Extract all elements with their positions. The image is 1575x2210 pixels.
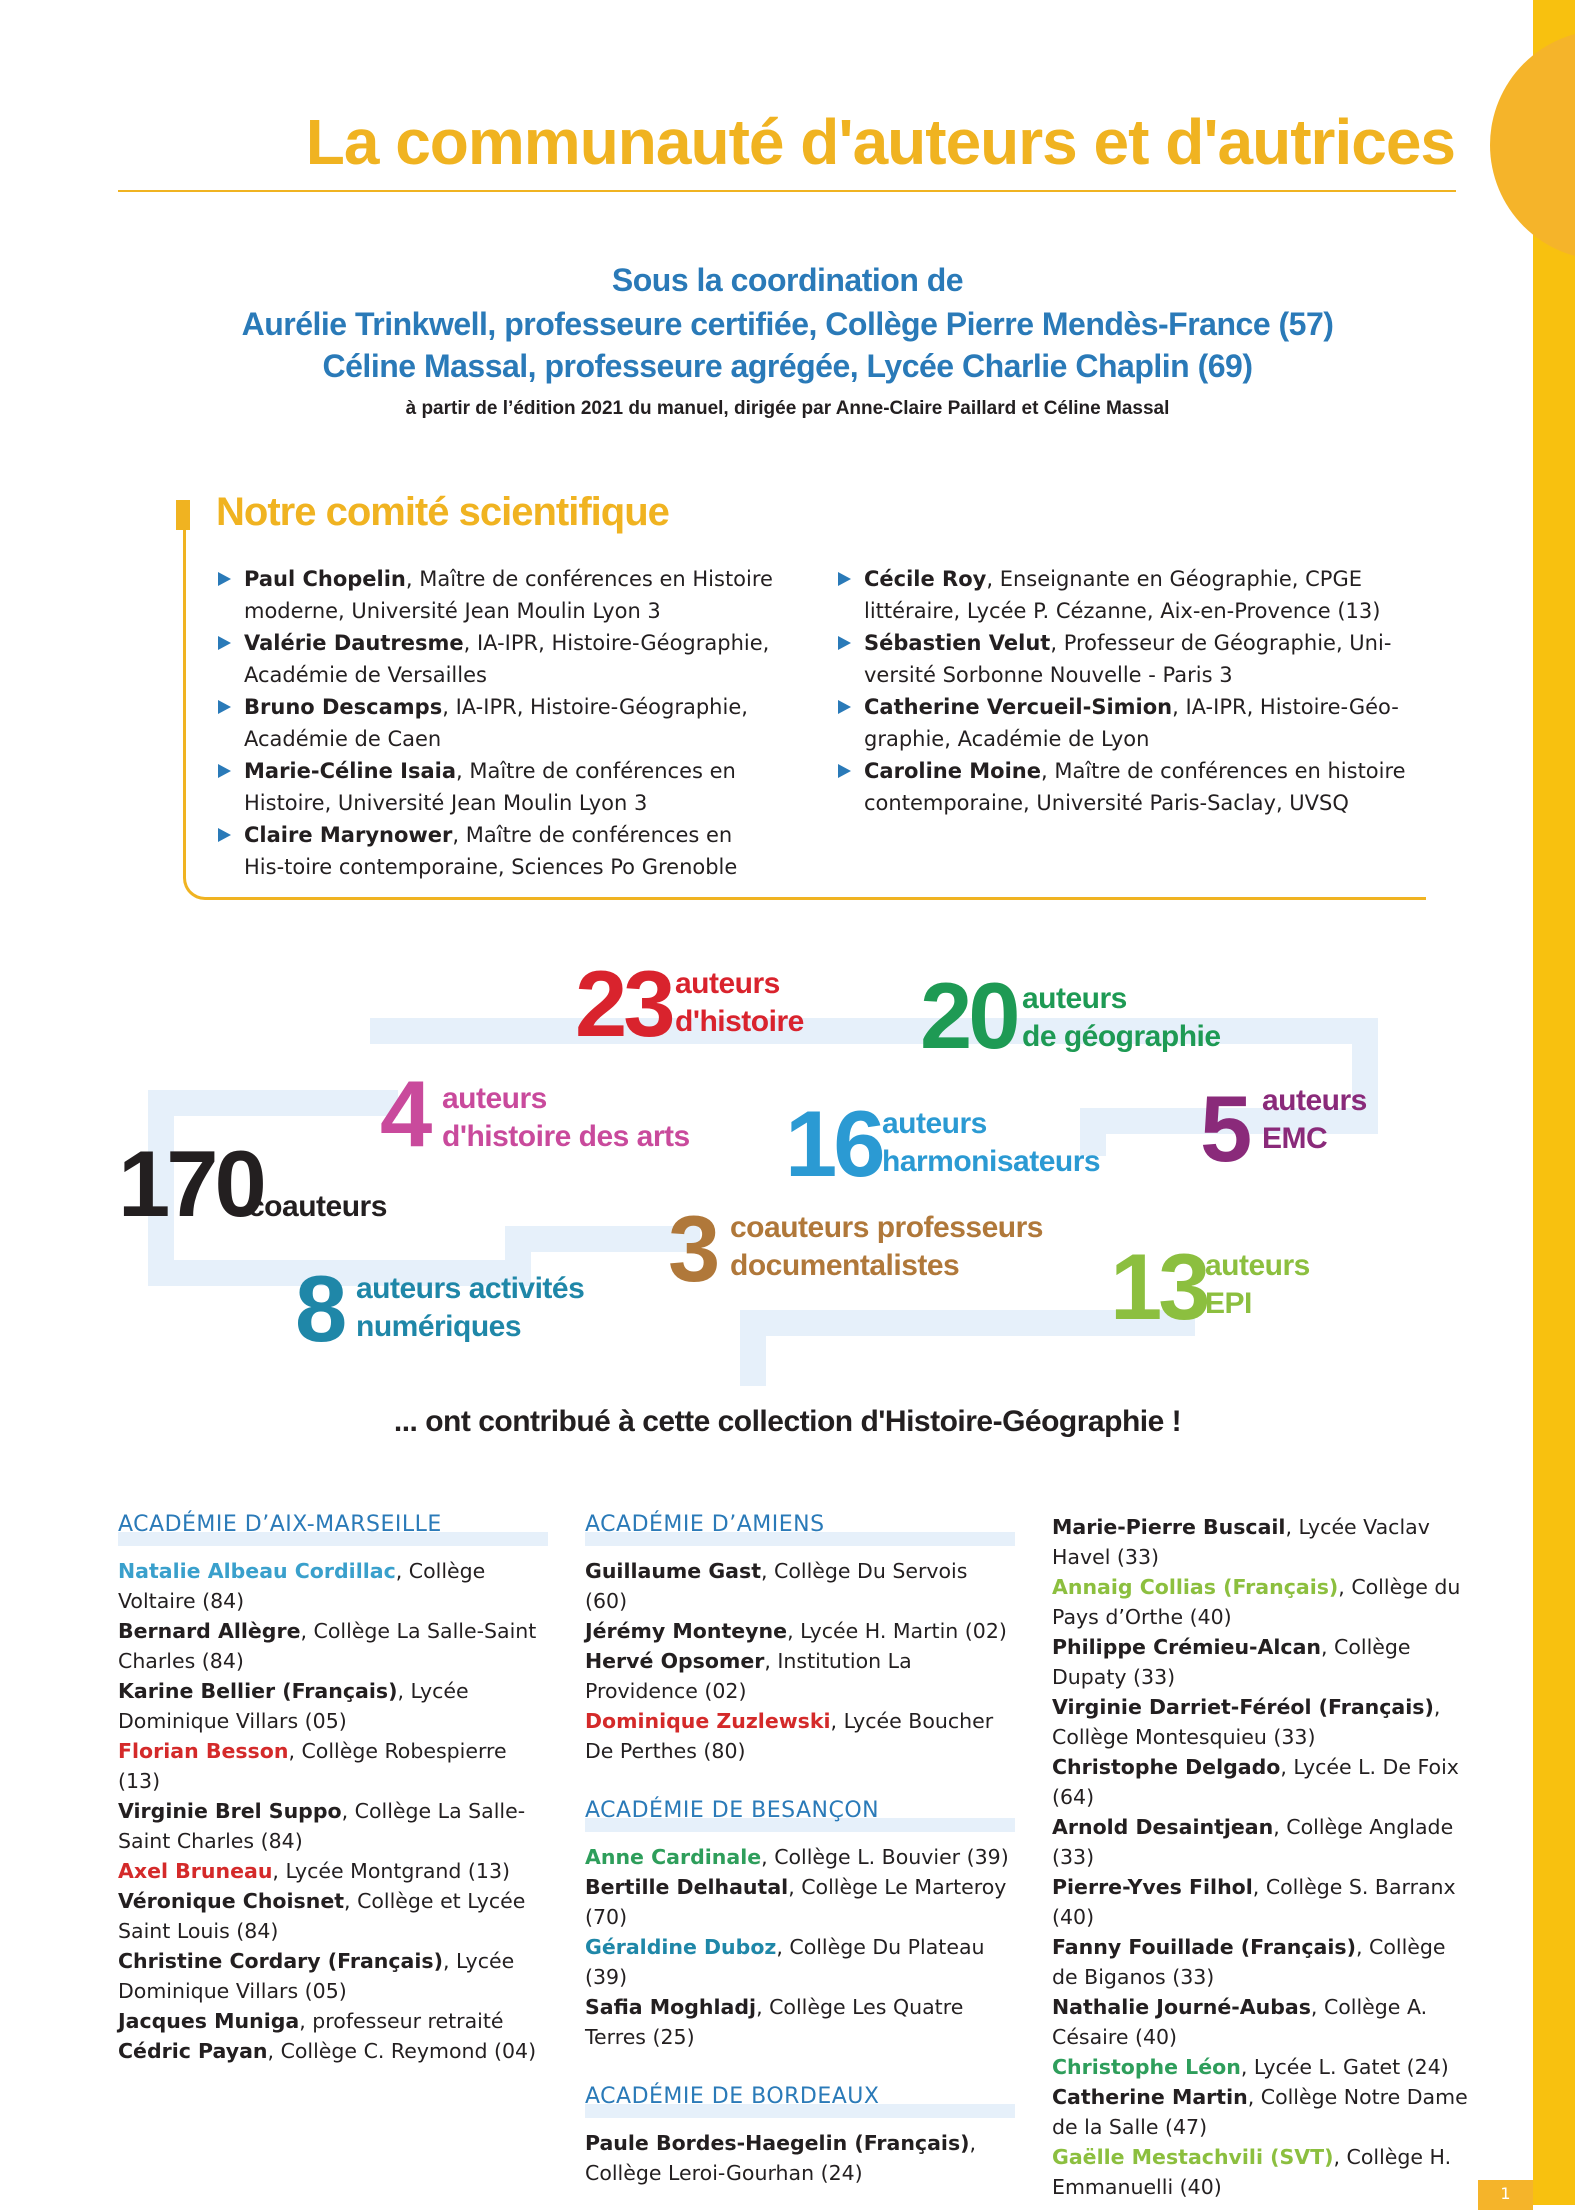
contributor-entry: Arnold Desaintjean, Collège Anglade (33) — [1052, 1815, 1454, 1869]
contributor-entry: Virginie Darriet-Féréol (Français), Collège Montesquieu (33) — [1052, 1695, 1441, 1749]
path-band — [370, 1018, 1378, 1044]
coordination-intro: Sous la coordination de — [611, 262, 964, 298]
academy-heading: ACADÉMIE DE BORDEAUX — [585, 2082, 1015, 2114]
path-band — [148, 1090, 398, 1116]
contributor-entry: Virginie Brel Suppo, Collège La Salle-Saint Charles (84) — [118, 1799, 526, 1853]
contributor-entry: Natalie Albeau Cordillac, Collège Voltaire (84) — [118, 1559, 486, 1613]
committee-title: Notre comité scientifique — [216, 490, 669, 534]
contributor-entry: Fanny Fouillade (Français), Collège de Biganos (33) — [1052, 1935, 1446, 1989]
committee-member: Catherine Vercueil-Simion, IA-IPR, Histoire-Géo-graphie, Académie de Lyon — [838, 691, 1408, 755]
stat-total-label: coauteurs — [248, 1190, 387, 1223]
academy-heading: ACADÉMIE DE BESANÇON — [585, 1796, 1015, 1828]
edition-note: à partir de l’édition 2021 du manuel, dirigée par Anne-Claire Paillard et Céline Massal — [405, 398, 1170, 419]
contributor-entry: Safia Moghladj, Collège Les Quatre Terres (25) — [585, 1995, 964, 2049]
contributor-entry: Géraldine Duboz, Collège Du Plateau (39) — [585, 1935, 985, 1989]
contributor-entry: Véronique Choisnet, Collège et Lycée Saint Louis (84) — [118, 1889, 526, 1943]
committee-member: Bruno Descamps, IA-IPR, Histoire-Géographie, Académie de Caen — [218, 691, 778, 755]
corner-circle — [1490, 30, 1575, 260]
stat-histoire-value: 23 — [575, 951, 672, 1056]
contributor-entry: Christine Cordary (Français), Lycée Dominique Villars (05) — [118, 1949, 515, 2003]
committee-member: Cécile Roy, Enseignante en Géographie, CPGE littéraire, Lycée P. Cézanne, Aix-en-Provence (13) — [838, 563, 1408, 627]
committee-member: Valérie Dautresme, IA-IPR, Histoire-Géographie, Académie de Versailles — [218, 627, 778, 691]
stat-histoire-label: auteurs d'histoire — [675, 967, 804, 1038]
contributor-entry: Karine Bellier (Français), Lycée Dominique Villars (05) — [118, 1679, 469, 1733]
contribution-line: ... ont contribué à cette collection d'Histoire-Géographie ! — [393, 1405, 1182, 1438]
contributor-entry: Annaig Collias (Français), Collège du Pays d’Orthe (40) — [1052, 1575, 1461, 1629]
committee-marker — [176, 500, 190, 530]
committee-member: Claire Marynower, Maître de conférences en His-toire contemporaine, Sciences Po Grenoble — [218, 819, 778, 883]
contributor-entry: Bertille Delhautal, Collège Le Marteroy (70) — [585, 1875, 1007, 1929]
committee-member: Sébastien Velut, Professeur de Géographie, Uni-versité Sorbonne Nouvelle - Paris 3 — [838, 627, 1408, 691]
contributor-entry: Philippe Crémieu-Alcan, Collège Dupaty (33) — [1052, 1635, 1411, 1689]
contributor-entry: Gaëlle Mestachvili (SVT), Collège H. Emmanuelli (40) — [1052, 2145, 1452, 2199]
committee-list-left — [218, 563, 778, 883]
page-title: La communauté d'auteurs et d'autrices — [305, 106, 1455, 178]
contributor-entry: Florian Besson, Collège Robespierre (13) — [118, 1739, 507, 1793]
committee-list-right — [838, 563, 1408, 819]
stat-total-value: 170 — [118, 1131, 263, 1236]
stat-numeriques-label: auteurs activités numériques — [356, 1272, 585, 1343]
contributor-entry: Jacques Muniga, professeur retraité — [118, 2009, 504, 2033]
contributor-entry: Catherine Martin, Collège Notre Dame de la Salle (47) — [1052, 2085, 1468, 2139]
contributor-entry: Axel Bruneau, Lycée Montgrand (13) — [118, 1859, 511, 1883]
stat-harmonisateurs-value: 16 — [785, 1091, 882, 1196]
contributor-entry: Hervé Opsomer, Institution La Providence (02) — [585, 1649, 912, 1703]
contributor-entry: Dominique Zuzlewski, Lycée Boucher De Perthes (80) — [585, 1709, 994, 1763]
stat-arts-label: auteurs d'histoire des arts — [442, 1082, 690, 1153]
committee-member: Marie-Céline Isaia, Maître de conférences en Histoire, Université Jean Moulin Lyon 3 — [218, 755, 778, 819]
contributor-entry: Bernard Allègre, Collège La Salle-Saint Charles (84) — [118, 1619, 537, 1673]
committee-member: Caroline Moine, Maître de conférences en histoire contemporaine, Université Paris-Saclay, UVSQ — [838, 755, 1408, 819]
contributor-entry: Christophe Delgado, Lycée L. De Foix (64) — [1052, 1755, 1459, 1809]
stat-documentalistes-label: coauteurs professeurs documentalistes — [730, 1211, 1043, 1282]
stat-documentalistes-value: 3 — [668, 1196, 717, 1301]
contributors-column-2 — [585, 1510, 1015, 2188]
stat-arts-value: 4 — [380, 1061, 429, 1166]
coordinator-2: Céline Massal, professeure agrégée, Lycée Charlie Chaplin (69) — [322, 348, 1253, 384]
contributor-entry: Guillaume Gast, Collège Du Servois (60) — [585, 1559, 968, 1613]
stat-emc-label: auteurs EMC — [1262, 1084, 1367, 1155]
contributors-column-1 — [118, 1510, 548, 2066]
academy-heading: ACADÉMIE D’AIX-MARSEILLE — [118, 1510, 548, 1542]
contributor-entry: Jérémy Monteyne, Lycée H. Martin (02) — [585, 1619, 1007, 1643]
contributor-entry: Cédric Payan, Collège C. Reymond (04) — [118, 2039, 537, 2063]
stat-epi-label: auteurs EPI — [1205, 1249, 1310, 1320]
section-gap — [585, 2052, 1015, 2082]
committee-member: Paul Chopelin, Maître de conférences en Histoire moderne, Université Jean Moulin Lyon 3 — [218, 563, 778, 627]
stat-harmonisateurs-label: auteurs harmonisateurs — [882, 1107, 1101, 1178]
coordinator-1: Aurélie Trinkwell, professeure certifiée, Collège Pierre Mendès-France (57) — [241, 306, 1334, 342]
contributor-entry: Anne Cardinale, Collège L. Bouvier (39) — [585, 1845, 1009, 1869]
path-band — [740, 1310, 766, 1386]
contributor-entry: Paule Bordes-Haegelin (Français), Collège Leroi-Gourhan (24) — [585, 2131, 977, 2185]
contributor-entry: Pierre-Yves Filhol, Collège S. Barranx (40) — [1052, 1875, 1456, 1929]
stat-geographie-label: auteurs de géographie — [1022, 982, 1221, 1053]
title-rule — [118, 190, 1456, 192]
stat-geographie-value: 20 — [920, 963, 1017, 1068]
stat-numeriques-value: 8 — [295, 1256, 344, 1361]
contributor-entry: Marie-Pierre Buscail, Lycée Vaclav Havel (33) — [1052, 1515, 1430, 1569]
academy-heading: ACADÉMIE D’AMIENS — [585, 1510, 1015, 1542]
contributor-entry: Nathalie Journé-Aubas, Collège A. Césaire (40) — [1052, 1995, 1428, 2049]
page-number: 1 — [1478, 2180, 1533, 2210]
stat-epi-value: 13 — [1110, 1234, 1207, 1339]
stat-emc-value: 5 — [1200, 1076, 1249, 1181]
section-gap — [585, 1766, 1015, 1796]
contributors-column-3 — [1052, 1512, 1472, 2202]
contributor-entry: Christophe Léon, Lycée L. Gatet (24) — [1052, 2055, 1449, 2079]
